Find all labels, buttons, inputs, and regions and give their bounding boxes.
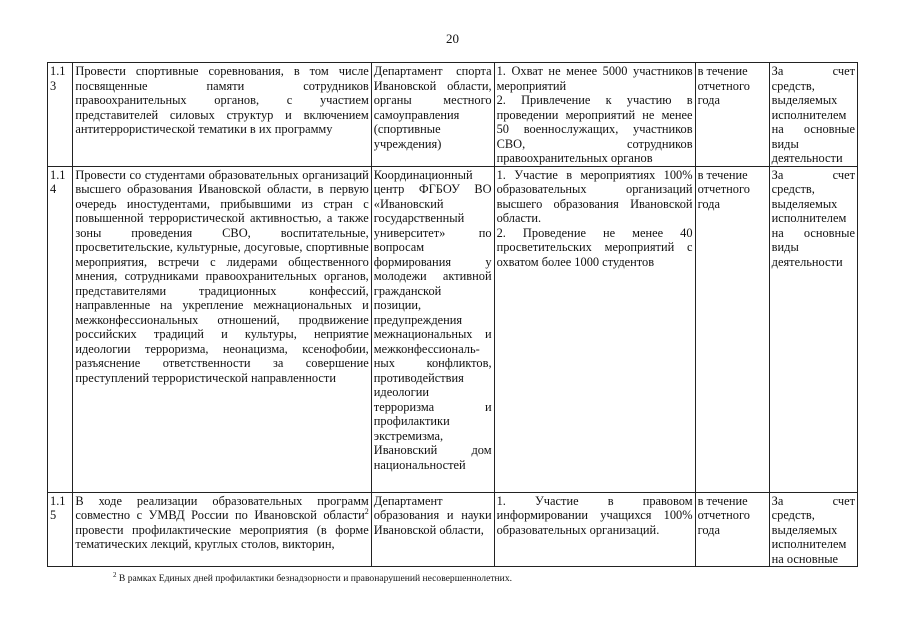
activity-cell: Провести со студентами образовательных организаций высшего образования Ивановской области, в первую очередь иностудентами, прибывшими из стран с повышенной террористической активностью, а также зоны проведения СВО, воспитательные, просветительские, культурные, досуговые, спортивные мероприятия, встречи с лидерами общественного мнения, сотрудниками правоохранительных органов, представителями традиционных конфессий, направленные на укрепление межнациональных и межконфессиональных отношений, продвижение российских традиций и культуры, неприятие идеологии терроризма, неонацизма, ксенофобии, разъяснение ответственности за совершение преступлений террористической направленности [73,166,371,492]
footnote-ref: 2 [364,506,369,516]
term-line: в течение [697,493,748,508]
funding-cell: За счет средств, выделяемых исполнителем на основные виды деятельности [769,166,857,492]
indicators-cell [494,63,695,167]
responsible-cell: Координационный центр ФГБОУ ВО «Ивановский государственный университет» по вопросам формирования у молодежи активной гражданской позиции, предупреждения межнациональных и межконфессиональ-ных конфликтов, противодействия идеологии терроризма и профилактики экстремизма, Ивановский дом национальностей [371,166,494,492]
activity-cell [73,492,371,567]
activity-text: В ходе реализации образовательных программ совместно с УМВД России по Ивановской области [75,493,369,522]
indicator-item: 1. Участие в мероприятиях 100% образовательных организаций высшего образования Ивановской области. [496,167,693,225]
indicator-item: 2. Привлечение к участию в проведении мероприятий не менее 50 военнослужащих, участников СВО, сотрудников правоохранительных органов [496,93,693,165]
row-number: 1.13 [48,63,73,167]
measures-table [47,62,858,567]
indicator-item: 1. Охват не менее 5000 участников мероприятий [496,64,693,93]
table-row-1-15 [48,492,858,567]
indicators-cell [494,492,695,567]
term-cell [695,63,769,167]
term-cell [695,492,769,567]
footnote-mark: 2 [113,570,117,579]
row-number: 1.15 [48,492,73,567]
funding-cell: За счет средств, выделяемых исполнителем на основные виды деятельности [769,63,857,167]
term-line: отчетного года [697,78,750,107]
footnote-text: В рамках Единых дней профилактики безнадзорности и правонарушений несовершеннолетних. [116,573,513,584]
footnote-separator [94,566,218,567]
row-number: 1.14 [48,166,73,492]
indicator-item: 1. Участие в правовом информировании учащихся 100% образовательных организаций. [496,493,693,537]
responsible-cell: Департамент спорта Ивановской области, органы местного самоуправления (спортивные учреждения) [371,63,494,167]
table-row-1-14 [48,166,858,492]
funding-cell: За счет средств, выделяемых исполнителем на основные [769,492,857,567]
term-line: отчетного года [697,508,750,537]
term-line: в течение [697,167,748,182]
indicator-item: 2. Проведение не менее 40 просветительских мероприятий с охватом более 1000 студентов [496,225,693,269]
term-line: в течение [697,64,748,78]
activity-text-cont: провести профилактические мероприятия (в форме тематических лекций, круглых столов, викторин, [75,522,369,551]
footnote [113,570,513,585]
page-number: 20 [446,31,459,46]
activity-cell: Провести спортивные соревнования, в том числе посвященные памяти сотрудников правоохранительных органов, с участием представителей силовых структур и включением антитеррористической тематики в их программу [73,63,371,167]
term-cell [695,166,769,492]
table-row-1-13 [48,63,858,167]
term-line: отчетного года [697,182,750,211]
indicators-cell [494,166,695,492]
responsible-cell: Департамент образования и науки Ивановской области, [371,492,494,567]
